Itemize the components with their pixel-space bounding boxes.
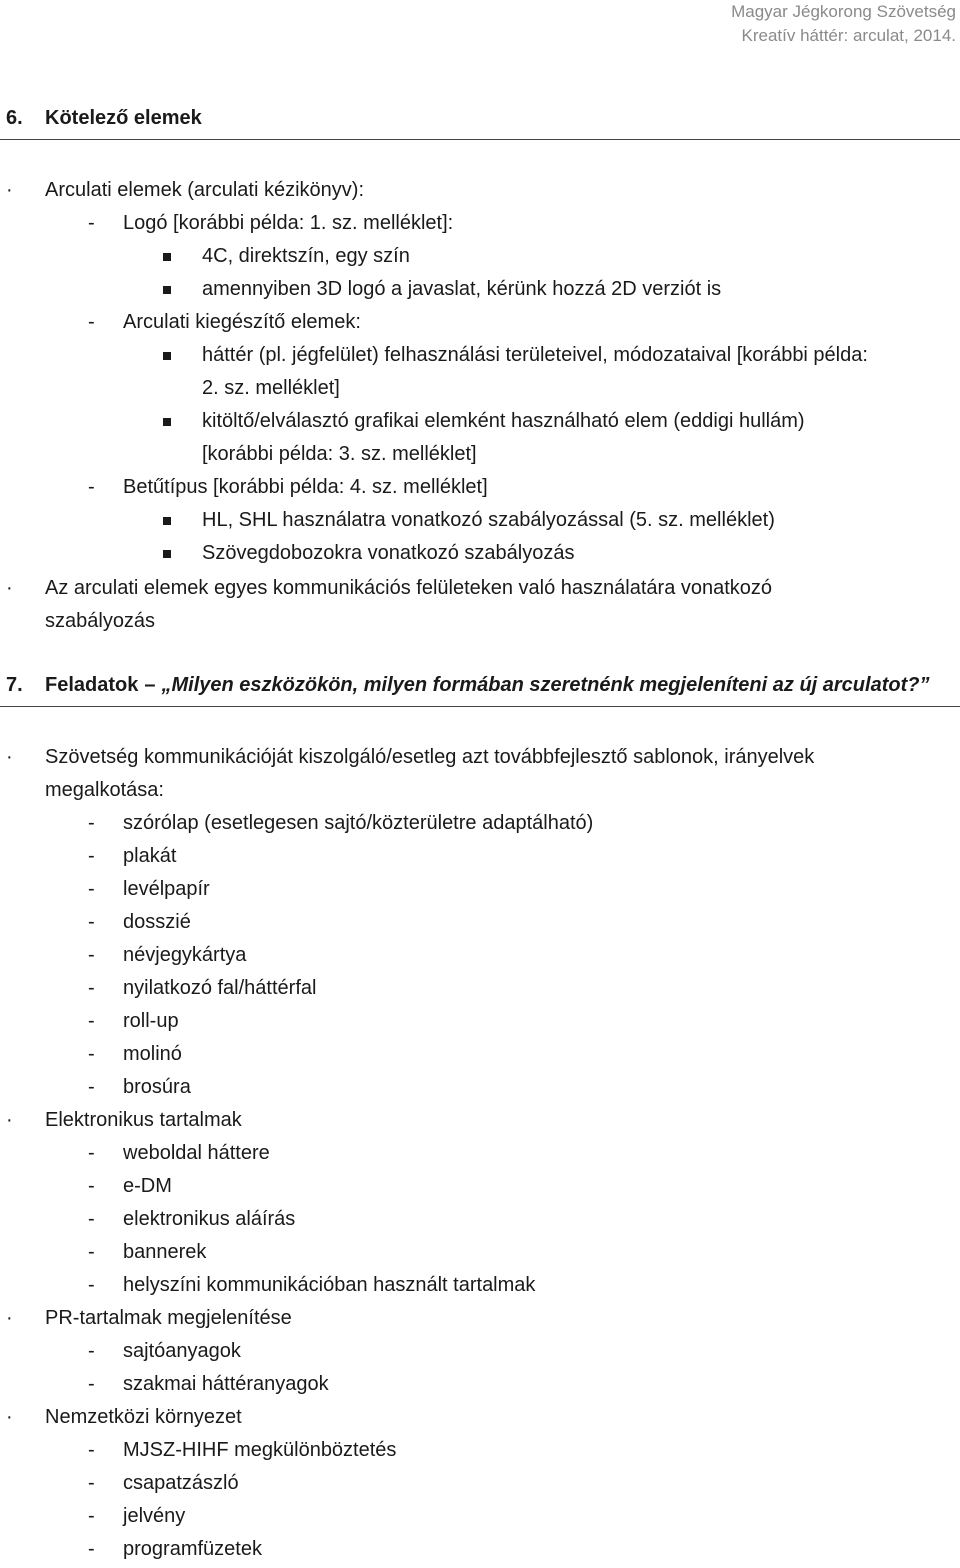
list-item: MJSZ-HIHF megkülönböztetés xyxy=(123,1439,397,1461)
header-organization: Magyar Jégkorong Szövetség xyxy=(731,2,956,21)
list-item: Az arculati elemek egyes kommunikációs felületeken való használatára vonatkozó xyxy=(45,577,773,599)
list-item: brosúra xyxy=(123,1076,191,1098)
list-item: bannerek xyxy=(123,1241,207,1263)
bullet-hyphen: - xyxy=(88,1538,95,1560)
list-item: Betűtípus [korábbi példa: 4. sz. melléklet] xyxy=(123,476,488,498)
bullet-hyphen: - xyxy=(88,1175,95,1197)
bullet-hyphen: - xyxy=(88,1208,95,1230)
bullet-hyphen: - xyxy=(88,944,95,966)
list-item: programfüzetek xyxy=(123,1538,262,1560)
document-header xyxy=(731,0,956,48)
list-item: plakát xyxy=(123,845,177,867)
list-item: Elektronikus tartalmak xyxy=(45,1109,242,1131)
bullet-hyphen: - xyxy=(88,1472,95,1494)
list-item: névjegykártya xyxy=(123,944,247,966)
bullet-hyphen: - xyxy=(88,1142,95,1164)
bullet-hyphen: - xyxy=(88,311,95,333)
bullet-square xyxy=(163,517,171,525)
bullet-square xyxy=(163,550,171,558)
list-item: szakmai háttéranyagok xyxy=(123,1373,329,1395)
bullet-hyphen: - xyxy=(88,911,95,933)
list-item: PR-tartalmak megjelenítése xyxy=(45,1307,292,1329)
list-item: amennyiben 3D logó a javaslat, kérünk hozzá 2D verziót is xyxy=(202,278,722,300)
section-7-number: 7. xyxy=(6,674,23,696)
bullet-hyphen: - xyxy=(88,1340,95,1362)
list-item: szórólap (esetlegesen sajtó/közterületre adaptálható) xyxy=(123,812,594,834)
bullet-dot: · xyxy=(6,179,13,201)
bullet-hyphen: - xyxy=(88,1439,95,1461)
bullet-hyphen: - xyxy=(88,1373,95,1395)
bullet-hyphen: - xyxy=(88,878,95,900)
list-item: roll-up xyxy=(123,1010,179,1032)
section-7-heading xyxy=(0,670,960,707)
section-6-title: Kötelező elemek xyxy=(45,107,202,129)
bullet-hyphen: - xyxy=(88,812,95,834)
bullet-dot: · xyxy=(6,577,13,599)
bullet-square xyxy=(163,253,171,261)
list-item: háttér (pl. jégfelület) felhasználási területeivel, módozataival [korábbi példa: xyxy=(202,344,868,366)
list-item: Szövegdobozokra vonatkozó szabályozás xyxy=(202,542,575,564)
list-item: Logó [korábbi példa: 1. sz. melléklet]: xyxy=(123,212,454,234)
header-document-title: Kreatív háttér: arculat, 2014. xyxy=(741,26,956,45)
section-6-heading xyxy=(0,103,960,140)
list-item: Arculati elemek (arculati kézikönyv): xyxy=(45,179,364,201)
list-item: dosszié xyxy=(123,911,191,933)
bullet-hyphen: - xyxy=(88,977,95,999)
bullet-hyphen: - xyxy=(88,1076,95,1098)
list-item-continuation: szabályozás xyxy=(45,610,156,632)
bullet-hyphen: - xyxy=(88,476,95,498)
bullet-hyphen: - xyxy=(88,845,95,867)
bullet-hyphen: - xyxy=(88,212,95,234)
section-7-question: „Milyen eszközökön, milyen formában szeretnénk megjeleníteni az új arculatot?” xyxy=(161,674,930,696)
list-item: Szövetség kommunikációját kiszolgáló/esetleg azt továbbfejlesztő sablonok, irányelvek xyxy=(45,746,815,768)
bullet-dot: · xyxy=(6,1307,13,1329)
bullet-hyphen: - xyxy=(88,1274,95,1296)
list-item: Nemzetközi környezet xyxy=(45,1406,242,1428)
section-7-title-line xyxy=(45,674,929,697)
bullet-hyphen: - xyxy=(88,1043,95,1065)
list-item: elektronikus aláírás xyxy=(123,1208,296,1230)
list-item: 4C, direktszín, egy szín xyxy=(202,245,410,267)
bullet-square xyxy=(163,286,171,294)
list-item: HL, SHL használatra vonatkozó szabályozással (5. sz. melléklet) xyxy=(202,509,775,531)
list-item: nyilatkozó fal/háttérfal xyxy=(123,977,317,999)
section-7-dash: – xyxy=(144,674,156,696)
list-item: sajtóanyagok xyxy=(123,1340,241,1362)
list-item: levélpapír xyxy=(123,878,210,900)
section-6-number: 6. xyxy=(6,107,23,129)
section-7-title: Feladatok xyxy=(45,674,139,696)
bullet-hyphen: - xyxy=(88,1241,95,1263)
list-item-continuation: [korábbi példa: 3. sz. melléklet] xyxy=(202,443,477,465)
bullet-hyphen: - xyxy=(88,1010,95,1032)
bullet-dot: · xyxy=(6,1406,13,1428)
bullet-dot: · xyxy=(6,746,13,768)
bullet-hyphen: - xyxy=(88,1505,95,1527)
list-item: kitöltő/elválasztó grafikai elemként használható elem (eddigi hullám) xyxy=(202,410,805,432)
bullet-square xyxy=(163,418,171,426)
list-item: weboldal háttere xyxy=(123,1142,270,1164)
list-item: csapatzászló xyxy=(123,1472,239,1494)
list-item: Arculati kiegészítő elemek: xyxy=(123,311,361,333)
list-item-continuation: 2. sz. melléklet] xyxy=(202,377,340,399)
list-item: helyszíni kommunikációban használt tartalmak xyxy=(123,1274,536,1296)
bullet-square xyxy=(163,352,171,360)
list-item: jelvény xyxy=(123,1505,186,1527)
list-item: molinó xyxy=(123,1043,182,1065)
bullet-dot: · xyxy=(6,1109,13,1131)
list-item-continuation: megalkotása: xyxy=(45,779,164,801)
list-item: e-DM xyxy=(123,1175,172,1197)
